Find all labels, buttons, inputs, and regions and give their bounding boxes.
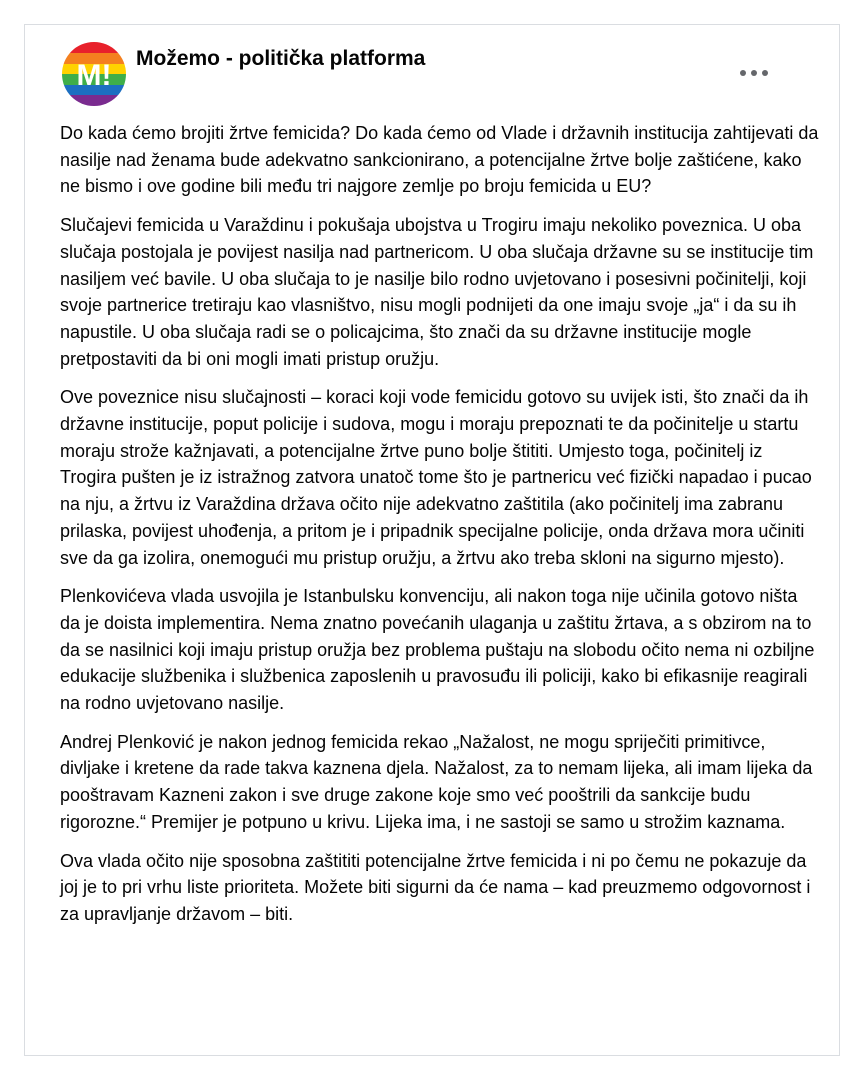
post-body xyxy=(60,120,820,940)
post-paragraph: Do kada ćemo brojiti žrtve femicida? Do kada ćemo od Vlade i državnih institucija zahtijevati da nasilje nad ženama bude adekvatno sankcionirano, a potencijalne žrtve bolje zaštićene, kako ne bismo i ove godine bili među tri najgore zemlje po broju femicida u EU? xyxy=(60,123,819,197)
more-options-button[interactable] xyxy=(736,58,772,88)
page-name-link[interactable]: Možemo - politička platforma xyxy=(136,47,426,70)
post-paragraph: Slučajevi femicida u Varaždinu i pokušaja ubojstva u Trogiru imaju nekoliko poveznica. U oba slučaja postojala je povijest nasilja nad partnericom. U oba slučaja državne su se institucije tim nasiljem već bavile. U oba slučaja to je nasilje bilo rodno uvjetovano i posesivni počinitelji, koji svoje partnerice tretiraju kao vlasništvo, nisu mogli podnijeti da one imaju svoje „ja“ i da su ih napustile. U oba slučaja radi se o policajcima, što znači da su državne institucije mogle pretpostaviti da bi oni mogli imati pristup oružju. xyxy=(60,215,814,369)
post-paragraph: Andrej Plenković je nakon jednog femicida rekao „Nažalost, ne mogu spriječiti primitivce, divljake i kretene da rade takva kaznena djela. Nažalost, za to nemam lijeka, ali imam lijeka da pooštravam Kazneni zakon i sve druge zakone koje smo već pooštrili da sankcije budu rigorozne.“ Premijer je potpuno u krivu. Lijeka ima, i ne sastoji se samo u strožim kaznama. xyxy=(60,731,813,832)
rainbow-logo-icon xyxy=(62,42,126,106)
post-paragraph: Ova vlada očito nije sposobna zaštititi potencijalne žrtve femicida i ni po čemu ne pokazuje da joj je to pri vrhu liste prioriteta. Možete biti sigurni da će nama – kad preuzmemo odgovornost i za upravljanje državom – biti. xyxy=(60,850,811,924)
more-options-icon xyxy=(739,69,769,77)
avatar-logo-text: M! xyxy=(76,59,112,92)
post-header xyxy=(36,40,836,112)
post-paragraph: Plenkovićeva vlada usvojila je Istanbulsku konvenciju, ali nakon toga nije učinila gotovo ništa da je doista implementira. Nema znatno povećanih ulaganja u zaštitu žrtava, a s obzirom na to da se nasilnici koji imaju pristup oružja bez problema puštaju na slobodu očito nema ni ozbiljne edukacije službenika i službenica zaposlenih u pravosuđu ili policiji, kako bi efikasnije reagirali na rodno uvjetovano nasilje. xyxy=(60,586,815,714)
post-paragraph: Ove poveznice nisu slučajnosti – koraci koji vode femicidu gotovo su uvijek isti, što znači da ih državne institucije, poput policije i sudova, mogu i moraju prepoznati te da počinitelje u startu moraju strože kažnjavati, a potencijalne žrtve puno bolje štititi. Umjesto toga, počinitelj iz Trogira pušten je iz istražnog zatvora unatoč tome što je partnericu već fizički napadao i pucao na nju, a žrtvu iz Varaždina država očito nije adekvatno zaštitila (ako počinitelj ima zabranu prilaska, povijest uhođenja, a pritom je i pripadnik specijalne policije, onda država mora učiniti sve da ga izolira, onemogući mu pristup oružju, a žrtvu ako treba skloni na sigurno mjesto). xyxy=(60,387,812,568)
avatar[interactable] xyxy=(62,42,126,106)
